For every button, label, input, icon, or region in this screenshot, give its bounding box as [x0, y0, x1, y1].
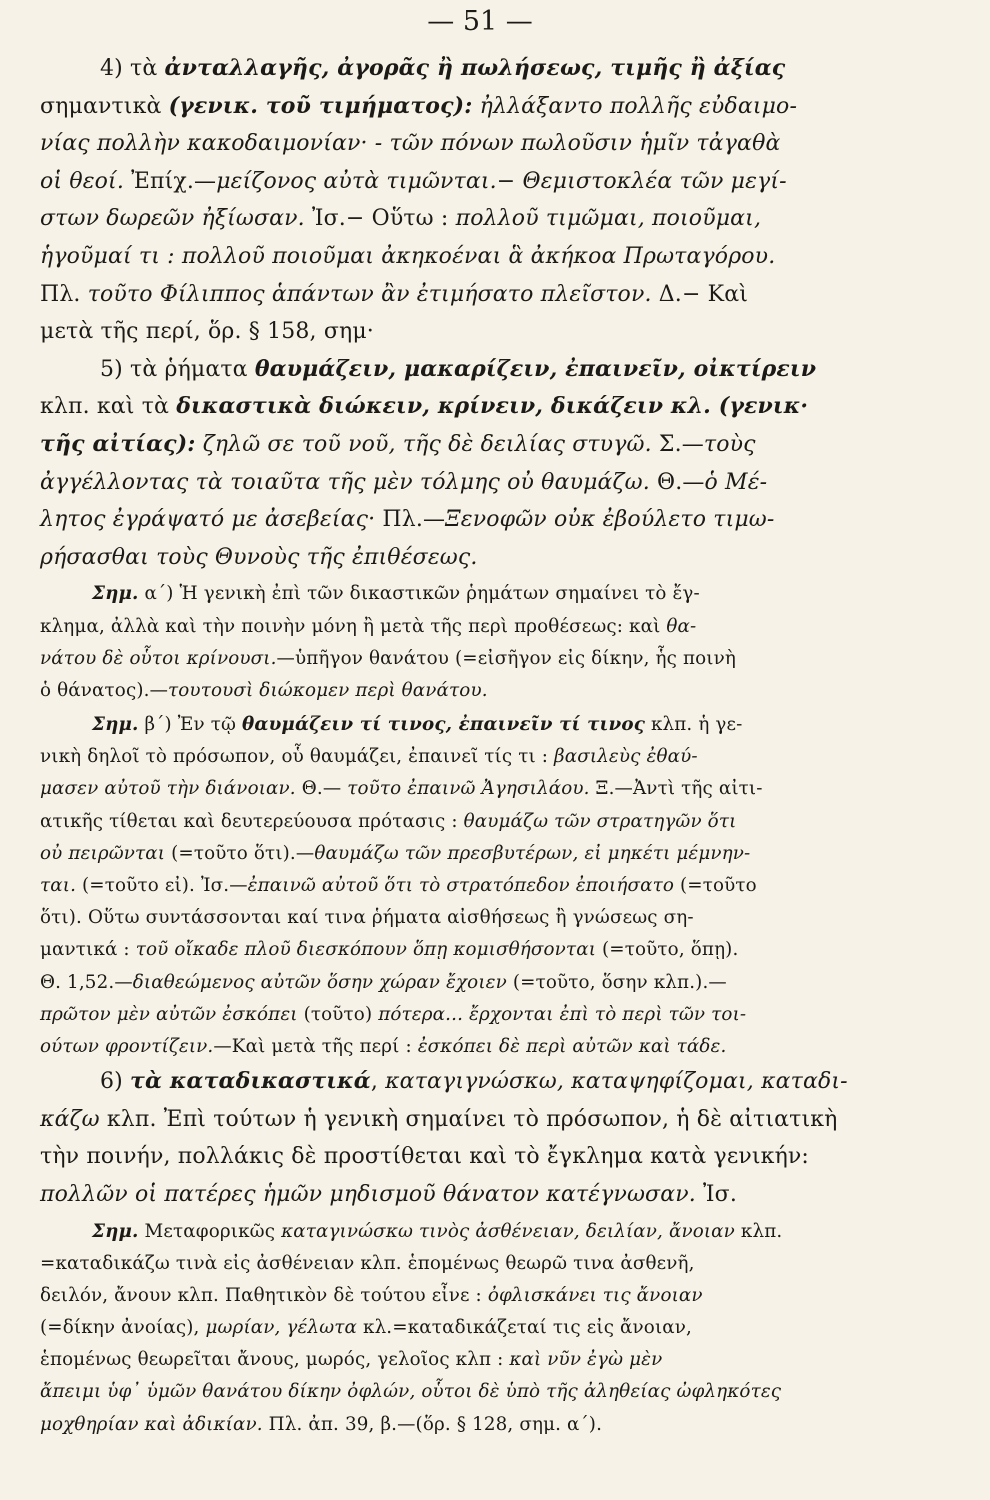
- text-line: [40, 741, 900, 773]
- text-line: [40, 1409, 900, 1441]
- italic-run: ἠλλάξαντο πολλῆς εὐδαιμο-: [479, 93, 798, 119]
- text-run: ,: [370, 1069, 386, 1095]
- text-line: [40, 539, 900, 577]
- italic-run: τοῦτο ἐπαινῶ Ἀγησιλάου.: [347, 778, 590, 800]
- italic-run: ἐπαινῶ αὐτοῦ ὅτι τὸ στρατόπεδον ἐποιήσατο: [247, 875, 674, 896]
- italic-run: Ξενοφῶν οὐκ ἐβούλετο τιμω-: [445, 507, 775, 533]
- text-run: σημαντικὰ: [40, 93, 169, 119]
- text-run: Ξ.—Ἀντὶ τῆς αἰτι-: [589, 778, 763, 800]
- note-block: [40, 1216, 900, 1441]
- italic-run: ὁ Μέ-: [704, 469, 768, 495]
- text-line: [40, 1312, 900, 1344]
- italic-run: νίας πολλὴν κακοδαιμονίαν· - τῶν πόνων πωλοῦσιν ἡμῖν τἀγαθὰ: [40, 131, 781, 157]
- note-block: [40, 709, 900, 1063]
- text-line: [40, 709, 900, 741]
- italic-run: τοὺς: [703, 431, 756, 457]
- italic-run: ἐσκόπει δὲ περὶ αὐτῶν καὶ τάδε.: [417, 1035, 727, 1057]
- text-line: [40, 50, 900, 88]
- text-run: Πλ. ἀπ. 39, β.—(ὅρ. § 128, σημ. α΄).: [262, 1413, 603, 1435]
- text-line: [40, 426, 900, 464]
- text-line: [40, 388, 900, 426]
- text-run: Ἐπίχ.—: [123, 168, 217, 194]
- italic-run: ὀφλισκάνει τις ἄνοιαν: [487, 1284, 703, 1306]
- text-run: τὴν ποινήν, πολλάκις δὲ προστίθεται καὶ τὸ ἔγκλημα κατὰ γενικήν:: [40, 1144, 809, 1170]
- text-run: ὁ θάνατος).—: [40, 679, 169, 701]
- text-run: (=τοῦτο: [674, 875, 757, 896]
- text-line: [40, 238, 900, 276]
- text-run: Μεταφορικῶς: [138, 1220, 282, 1242]
- text-run: Πλ.: [40, 281, 88, 307]
- text-run: [196, 432, 203, 457]
- text-run: (=τοῦτο, ὅπῃ).: [596, 939, 739, 961]
- italic-run: μασεν αὐτοῦ τὴν διάνοιαν.: [40, 778, 296, 800]
- text-run: κλπ. ἡ γε-: [644, 714, 743, 736]
- text-line: [40, 1101, 900, 1139]
- text-line: [40, 1063, 900, 1101]
- text-run: 6): [100, 1069, 131, 1095]
- text-line: [40, 902, 900, 934]
- text-line: [40, 999, 900, 1031]
- text-run: (=δίκην ἀνοίας),: [40, 1317, 206, 1339]
- text-run: (τοῦτο): [297, 1003, 379, 1025]
- italic-run: λητος ἐγράψατό με ἀσεβείας·: [40, 507, 376, 533]
- page-body: [40, 50, 900, 1441]
- text-run: κλ.=καταδικάζεταί τις εἰς ἄνοιαν,: [357, 1317, 692, 1339]
- italic-run: τοῦτο Φίλιππος ἁπάντων ἂν ἐτιμήσατο πλεῖστον.: [87, 281, 652, 307]
- italic-run: οἱ θεοί.: [40, 168, 124, 194]
- text-line: [40, 1376, 900, 1408]
- italic-run: καταγινώσκω τινὸς ἀσθένειαν, δειλίαν, ἄνοιαν: [281, 1220, 735, 1242]
- italic-run: πολλοῦ τιμῶμαι, ποιοῦμαι,: [455, 206, 762, 232]
- text-run: —Καὶ μετὰ τῆς περί :: [213, 1035, 418, 1057]
- text-run: [472, 94, 479, 119]
- text-run: Πλ.—: [375, 507, 446, 533]
- text-line: [40, 313, 900, 351]
- text-line: [40, 578, 900, 610]
- text-run: ὅτι). Οὕτω συντάσσονται καί τινα ῥήματα αἰσθήσεως ἢ γνώσεως ση-: [40, 907, 694, 929]
- text-run: Θ.—: [295, 778, 348, 800]
- italic-run: στων δωρεῶν ἠξίωσαν.: [40, 206, 305, 232]
- text-line: [40, 88, 900, 126]
- italic-run: μείζονος αὐτὰ τιμῶνται.− Θεμιστοκλέα τῶν μεγί-: [216, 168, 787, 194]
- text-run: Θ.—: [649, 469, 705, 495]
- text-run: =καταδικάζω τινὰ εἰς ἀσθένειαν κλπ. ἑπομένως θεωρῶ τινα ἀσθενῆ,: [40, 1252, 695, 1274]
- italic-run: τουτουσὶ διώκομεν περὶ θανάτου.: [168, 679, 488, 701]
- text-run: (=τοῦτο ὅτι).—: [165, 842, 315, 864]
- text-run: 4) τὰ: [100, 56, 165, 81]
- bold-run: θαυμάζειν, μακαρίζειν, ἐπαινεῖν, οἰκτίρειν: [254, 355, 817, 382]
- italic-run: ται.: [40, 875, 77, 896]
- text-line: [40, 163, 900, 201]
- italic-run: πότερα... ἔρχονται ἐπὶ τὸ περὶ τῶν τοι-: [378, 1003, 747, 1025]
- text-run: (=τοῦτο εἰ). Ἰσ.—: [76, 875, 248, 896]
- text-line: [40, 611, 900, 643]
- italic-run: ούτων φροντίζειν.: [40, 1035, 214, 1057]
- italic-run: ἀγγέλλοντας τὰ τοιαῦτα τῆς μὲν τόλμης οὐ θαυμάζω.: [40, 469, 650, 495]
- italic-run: καταγιγνώσκω, καταψηφίζομαι, καταδι-: [385, 1069, 848, 1095]
- text-run: κλημα, ἀλλὰ καὶ τὴν ποινὴν μόνη ἢ μετὰ τῆς περὶ προθέσεως: καὶ: [40, 615, 667, 637]
- text-run: κλπ. καὶ τὰ: [40, 394, 177, 420]
- italic-run: τοῦ οἴκαδε πλοῦ διεσκόπουν ὅπῃ κομισθήσονται: [135, 939, 597, 961]
- text-run: α΄) Ἡ γενικὴ ἐπὶ τῶν δικαστικῶν ῥημάτων σημαίνει τὸ ἔγ-: [138, 583, 700, 605]
- text-run: Θ. 1,52.—: [40, 971, 133, 993]
- italic-run: μωρίαν, γέλωτα: [205, 1317, 358, 1339]
- text-line: [40, 870, 900, 902]
- text-run: ἑπομένως θεωρεῖται ἄνους, μωρός, γελοῖος κλπ :: [40, 1349, 510, 1371]
- text-line: [40, 838, 900, 870]
- text-line: [40, 464, 900, 502]
- italic-run: θα-: [666, 615, 697, 637]
- italic-run: ἄπειμι ὑφ᾽ ὑμῶν θανάτου δίκην ὀφλών, οὗτοι δὲ ὑπὸ τῆς ἀληθείας ὠφληκότες: [40, 1381, 782, 1403]
- italic-run: πρῶτον μὲν αὐτῶν ἐσκόπει: [40, 1003, 298, 1025]
- text-line: [40, 276, 900, 314]
- text-line: [40, 934, 900, 966]
- text-line: [40, 967, 900, 999]
- italic-run: ρήσασθαι τοὺς Θυνοὺς τῆς ἐπιθέσεως.: [40, 544, 478, 570]
- bold-run: Σημ.: [92, 1220, 139, 1242]
- italic-run: μοχθηρίαν καὶ ἀδικίαν.: [40, 1413, 263, 1435]
- text-run: μετὰ τῆς περί, ὅρ. § 158, σημ·: [40, 319, 374, 345]
- bold-run: δικαστικὰ διώκειν, κρίνειν, δικάζειν κλ. (γενικ·: [176, 393, 809, 420]
- bold-run: θαυμάζειν τί τινος, ἐπαινεῖν τί τινος: [242, 714, 645, 736]
- text-run: Δ.− Καὶ: [651, 281, 749, 307]
- text-run: μαντικά :: [40, 939, 136, 961]
- text-line: [40, 773, 900, 805]
- text-run: δειλόν, ἄνουν κλπ. Παθητικὸν δὲ τούτου εἶνε :: [40, 1284, 488, 1306]
- text-line: [40, 200, 900, 238]
- text-run: β΄) Ἐν τῷ: [138, 714, 243, 736]
- bold-run: τὰ καταδικαστικά: [130, 1068, 371, 1095]
- text-line: [40, 1248, 900, 1280]
- bold-run: ἀνταλλαγῆς, ἀγορᾶς ἢ πωλήσεως, τιμῆς ἢ ἀξίας: [164, 55, 786, 81]
- text-run: νικὴ δηλοῖ τὸ πρόσωπον, οὗ θαυμάζει, ἐπαινεῖ τίς τι :: [40, 746, 555, 768]
- text-line: [40, 1031, 900, 1063]
- text-run: κλπ.: [734, 1220, 783, 1242]
- bold-run: (γενικ. τοῦ τιμήματος):: [168, 92, 473, 119]
- text-line: [40, 643, 900, 675]
- italic-run: θαυμάζω τῶν πρεσβυτέρων, εἰ μηκέτι μέμνην-: [314, 842, 751, 864]
- paragraph-block: [40, 50, 900, 351]
- bold-run: Σημ.: [92, 714, 139, 736]
- page-number: — 51 —: [427, 6, 533, 37]
- bold-run: τῆς αἰτίας):: [40, 430, 196, 457]
- text-line: [40, 675, 900, 707]
- italic-run: θαυμάζω τῶν στρατηγῶν ὅτι: [463, 810, 737, 832]
- italic-run: νάτου δὲ οὗτοι κρίνουσι.: [40, 647, 277, 669]
- text-line: [40, 1138, 900, 1176]
- text-run: (=τοῦτο, ὅσην κλπ.).—: [506, 971, 727, 993]
- italic-run: διαθεώμενος αὐτῶν ὅσην χώραν ἔχοιεν: [132, 971, 507, 993]
- text-line: [40, 1280, 900, 1312]
- text-line: [40, 125, 900, 163]
- paragraph-block: [40, 351, 900, 577]
- italic-run: καὶ νῦν ἐγὼ μὲν: [509, 1349, 663, 1371]
- text-line: [40, 501, 900, 539]
- text-line: [40, 806, 900, 838]
- italic-run: κάζω: [40, 1106, 100, 1132]
- text-run: 5) τὰ ῥήματα: [100, 356, 255, 382]
- italic-run: ζηλῶ σε τοῦ νοῦ, τῆς δὲ δειλίας στυγῶ.: [202, 431, 652, 457]
- italic-run: ἡγοῦμαί τι : πολλοῦ ποιοῦμαι ἀκηκοέναι ἃ ἀκήκοα Πρωταγόρου.: [40, 243, 776, 269]
- text-run: Ἰσ.: [695, 1181, 737, 1207]
- text-run: Σ.—: [651, 431, 704, 457]
- text-run: Ἰσ.− Οὕτω :: [304, 206, 456, 232]
- italic-run: πολλῶν οἱ πατέρες ἡμῶν μηδισμοῦ θάνατον κατέγνωσαν.: [40, 1181, 696, 1207]
- italic-run: οὐ πειρῶνται: [40, 842, 166, 864]
- text-line: [40, 1216, 900, 1248]
- italic-run: βασιλεὺς ἐθαύ-: [554, 746, 698, 768]
- note-block: [40, 578, 900, 707]
- text-line: [40, 1344, 900, 1376]
- bold-run: Σημ.: [92, 583, 139, 605]
- paragraph-block: [40, 1063, 900, 1213]
- text-run: κλπ. Ἐπὶ τούτων ἡ γενικὴ σημαίνει τὸ πρόσωπον, ἡ δὲ αἰτιατικὴ: [99, 1106, 838, 1132]
- text-run: —ὑπῆγον θανάτου (=εἰσῆγον εἰς δίκην, ἧς ποινὴ: [276, 647, 736, 669]
- text-run: ατικῆς τίθεται καὶ δευτερεύουσα πρότασις :: [40, 810, 464, 832]
- text-line: [40, 1176, 900, 1214]
- text-line: [40, 351, 900, 389]
